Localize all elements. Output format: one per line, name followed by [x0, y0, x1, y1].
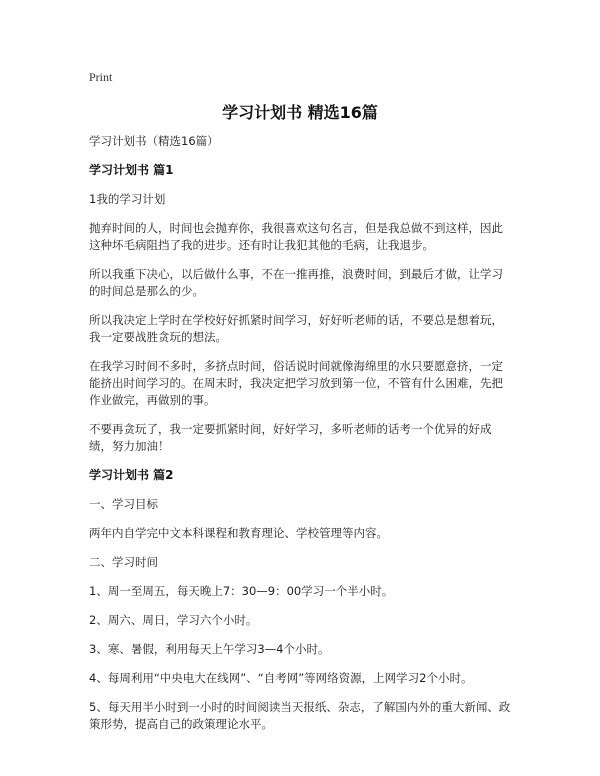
intro-text: 学习计划书（精选16篇）	[89, 134, 219, 148]
paragraph: 3、寒、暑假，利用每天上午学习3—4个小时。	[89, 642, 330, 656]
paragraph: 1、周一至周五，每天晚上7：30—9：00学习一个半小时。	[89, 584, 394, 598]
paragraph: 两年内自学完中文本科课程和教育理论、学校管理等内容。	[89, 526, 388, 540]
paragraph: 4、每周利用“中央电大在线网”、“自考网”等网络资源，上网学习2个小时。	[89, 671, 473, 685]
paragraph: 所以我重下决心，以后做什么事，不在一推再推，浪费时间，到最后才做，让学习的时间总是那么的少。	[89, 267, 503, 298]
section-heading: 学习计划书 篇2	[89, 468, 174, 482]
paragraph: 抛弃时间的人，时间也会抛弃你，我很喜欢这句名言，但是我总做不到这样，因此这种坏毛病阻挡了我的进步。还有时让我犯其他的毛病，让我退步。	[89, 221, 503, 252]
paragraph: 二、学习时间	[89, 555, 158, 569]
paragraph: 所以我决定上学时在学校好好抓紧时间学习，好好听老师的话，不要总是想着玩，我一定要战胜贪玩的想法。	[89, 313, 503, 344]
paragraph: 2、周六、周日，学习六个小时。	[89, 613, 258, 627]
page-title: 学习计划书 精选16篇	[222, 103, 378, 122]
paragraph: 5、每天用半小时到一小时的时间阅读当天报纸、杂志，了解国内外的重大新闻、政策形势，提高自己的政策理论水平。	[89, 700, 511, 731]
paragraph: 1我的学习计划	[89, 192, 166, 206]
paragraph: 在我学习时间不多时，多挤点时间，俗话说时间就像海绵里的水只要愿意挤，一定能挤出时间学习的。在周末时，我决定把学习放到第一位，不管有什么困难，先把作业做完，再做别的事。	[89, 359, 503, 407]
paragraph: 一、学习目标	[89, 497, 158, 511]
paragraph: 不要再贪玩了，我一定要抓紧时间，好好学习，多听老师的话考一个优异的好成绩，努力加油！	[89, 422, 492, 453]
section-heading: 学习计划书 篇1	[89, 163, 174, 177]
print-link[interactable]: Print	[89, 70, 113, 84]
document-body	[89, 133, 514, 745]
